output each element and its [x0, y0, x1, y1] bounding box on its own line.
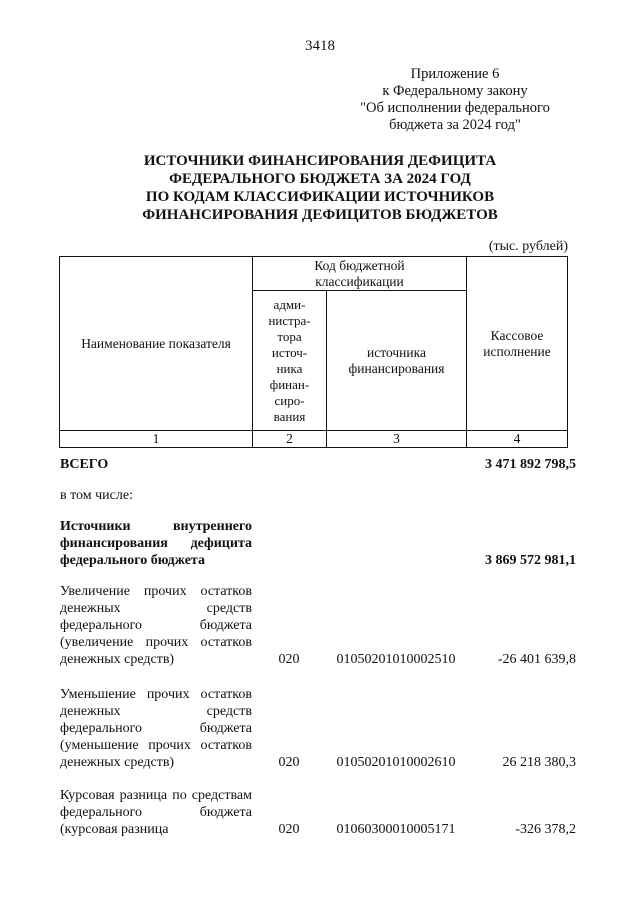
annex-line: к Федеральному закону [382, 83, 528, 99]
internal-sources-amount: 3 869 572 981,1 [485, 553, 576, 568]
header-admin-line: адми- [273, 296, 306, 312]
header-admin-line: тора [277, 328, 302, 344]
increase-source-code: 01050201010002510 [336, 652, 456, 667]
title-line: ИСТОЧНИКИ ФИНАНСИРОВАНИЯ ДЕФИЦИТА [143, 153, 497, 169]
header-admin-line: нистра- [268, 312, 311, 328]
header-code-group [253, 257, 467, 291]
header-source-line: источника [367, 344, 426, 360]
decrease-label: Уменьшение прочих остатков денежных средств федерального бюджета (уменьшение прочих остатков денежных средств) [60, 687, 252, 770]
header-code-line: Код бюджетной [314, 257, 405, 273]
header-admin-line: вания [273, 408, 306, 424]
header-source-line: финансирования [348, 360, 445, 376]
header-name: Наименование показателя [81, 335, 231, 351]
header-admin-line: финан- [269, 376, 310, 392]
header-admin-line: источ- [271, 344, 308, 360]
page-number: 3418 [305, 38, 335, 54]
exchange-admin-code: 020 [278, 822, 300, 837]
header-name-cell [60, 257, 253, 431]
total-amount: 3 471 892 798,5 [485, 457, 576, 472]
header-amount-line: исполнение [483, 343, 551, 359]
exchange-label: Курсовая разница по средствам федерального бюджета (курсовая разница [60, 788, 252, 837]
exchange-amount: -326 378,2 [515, 822, 576, 837]
decrease-source-code: 01050201010002610 [336, 755, 456, 770]
exchange-source-code: 01060300010005171 [336, 822, 456, 837]
annex-line: "Об исполнении федерального [360, 100, 550, 116]
units-label: (тыс. рублей) [488, 239, 568, 254]
header-admin-cell [253, 291, 327, 431]
header-amount-cell [467, 257, 568, 431]
increase-amount: -26 401 639,8 [497, 652, 576, 667]
internal-sources-label: Источники внутреннего финансирования дефицита федерального бюджета [60, 519, 252, 568]
title-line: ФЕДЕРАЛЬНОГО БЮДЖЕТА ЗА 2024 ГОД [169, 171, 471, 187]
header-source-cell [327, 291, 467, 431]
column-number: 2 [253, 431, 327, 448]
decrease-amount: 26 218 380,3 [502, 755, 576, 770]
decrease-admin-code: 020 [278, 755, 300, 770]
header-code-line: классификации [315, 273, 404, 289]
header-admin-line: сиро- [274, 392, 305, 408]
increase-admin-code: 020 [278, 652, 300, 667]
document-title [60, 152, 580, 224]
title-line: ПО КОДАМ КЛАССИФИКАЦИИ ИСТОЧНИКОВ [145, 189, 495, 205]
table-header [59, 256, 568, 448]
column-number: 4 [467, 431, 568, 448]
annex-reference [330, 66, 580, 134]
header-admin-line: ника [276, 360, 303, 376]
column-number: 1 [60, 431, 253, 448]
annex-line: Приложение 6 [410, 66, 500, 82]
header-amount-line: Кассовое [490, 327, 544, 343]
increase-label: Увеличение прочих остатков денежных средств федерального бюджета (увеличение прочих остатков денежных средств) [60, 584, 252, 667]
annex-line: бюджета за 2024 год" [389, 117, 521, 133]
including-label: в том числе: [60, 488, 133, 503]
total-label: ВСЕГО [60, 457, 109, 472]
column-number: 3 [327, 431, 467, 448]
title-line: ФИНАНСИРОВАНИЯ ДЕФИЦИТОВ БЮДЖЕТОВ [142, 207, 498, 223]
